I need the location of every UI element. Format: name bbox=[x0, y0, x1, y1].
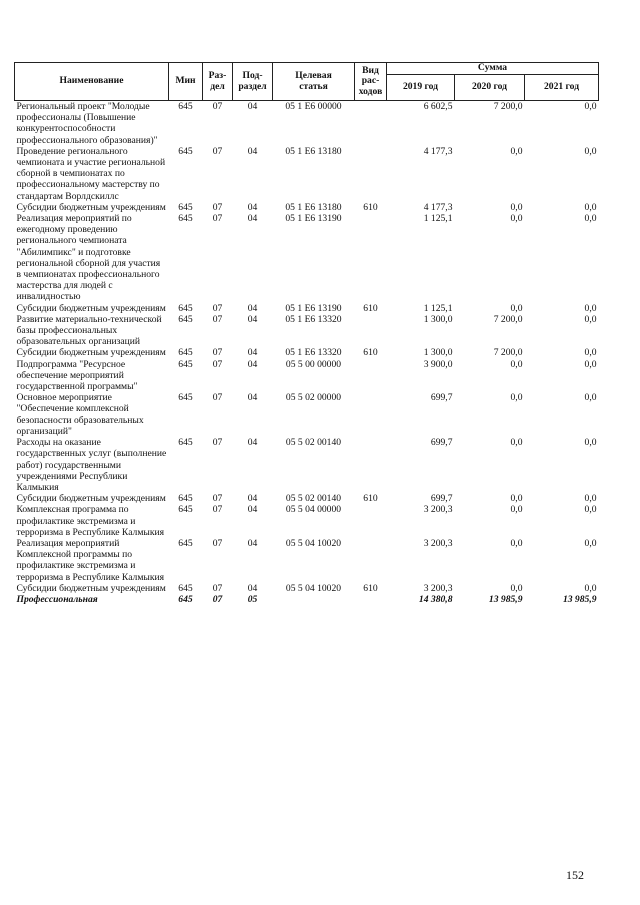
cell-vid: 610 bbox=[363, 582, 378, 594]
cell-2020: 0,0 bbox=[510, 537, 523, 549]
cell-name: Профессиональная bbox=[16, 593, 98, 605]
header-name: Наименование bbox=[15, 63, 169, 101]
cell-2019: 1 300,0 bbox=[423, 313, 453, 325]
table-row bbox=[15, 504, 599, 538]
cell-min: 645 bbox=[178, 437, 193, 449]
cell-min: 645 bbox=[178, 213, 193, 225]
cell-razdel: 07 bbox=[212, 302, 223, 314]
table-row bbox=[15, 303, 599, 314]
header-2021: 2021 год bbox=[525, 75, 599, 101]
cell-razdel: 07 bbox=[212, 101, 223, 112]
cell-2020: 0,0 bbox=[510, 358, 523, 370]
cell-min: 645 bbox=[178, 201, 193, 213]
cell-2021: 0,0 bbox=[584, 504, 597, 516]
table-row bbox=[15, 314, 599, 348]
cell-podrazdel: 04 bbox=[247, 145, 258, 157]
table-row bbox=[15, 437, 599, 493]
cell-name: Субсидии бюджетным учреждениям bbox=[16, 582, 166, 594]
cell-podrazdel: 04 bbox=[247, 437, 258, 449]
cell-name: Расходы на оказание государственных услуг (выполнение работ) государственными учреждениями Республики Калмыкия bbox=[16, 437, 167, 493]
table-row bbox=[15, 359, 599, 393]
cell-2020: 0,0 bbox=[510, 302, 523, 314]
cell-2020: 0,0 bbox=[510, 582, 523, 594]
cell-vid: 610 bbox=[363, 302, 378, 314]
cell-2021: 0,0 bbox=[584, 437, 597, 449]
table-row bbox=[15, 101, 599, 146]
cell-vid: 610 bbox=[363, 493, 378, 505]
header-2019: 2019 год bbox=[387, 75, 455, 101]
cell-razdel: 07 bbox=[212, 582, 223, 594]
cell-2019: 3 200,3 bbox=[423, 582, 453, 594]
cell-2020: 7 200,0 bbox=[493, 313, 523, 325]
cell-2020: 0,0 bbox=[510, 392, 523, 404]
cell-2021: 0,0 bbox=[584, 302, 597, 314]
cell-2021: 0,0 bbox=[584, 392, 597, 404]
cell-podrazdel: 04 bbox=[247, 358, 258, 370]
cell-celevaya: 05 1 Е6 13180 bbox=[285, 145, 342, 157]
cell-2019: 6 602,5 bbox=[423, 101, 453, 112]
cell-2019: 1 125,1 bbox=[423, 213, 453, 225]
cell-2020: 0,0 bbox=[510, 145, 523, 157]
page-number: 152 bbox=[566, 868, 584, 882]
table-row bbox=[15, 347, 599, 358]
cell-2021: 0,0 bbox=[584, 101, 597, 112]
table-row bbox=[15, 146, 599, 202]
cell-name: Подпрограмма "Ресурсное обеспечение мероприятий государственной программы" bbox=[16, 358, 138, 393]
cell-vid bbox=[355, 437, 387, 493]
cell-2019: 699,7 bbox=[430, 493, 453, 505]
cell-2019: 699,7 bbox=[430, 437, 453, 449]
cell-2019: 3 900,0 bbox=[423, 358, 453, 370]
cell-2020: 0,0 bbox=[510, 504, 523, 516]
cell-2020: 0,0 bbox=[510, 493, 523, 505]
cell-2021: 0,0 bbox=[584, 347, 597, 359]
cell-2021: 0,0 bbox=[584, 145, 597, 157]
cell-vid bbox=[355, 538, 387, 583]
cell-2019: 1 125,1 bbox=[423, 302, 453, 314]
cell-min: 645 bbox=[178, 347, 193, 359]
cell-min: 645 bbox=[178, 313, 193, 325]
cell-razdel: 07 bbox=[212, 347, 223, 359]
cell-podrazdel: 04 bbox=[247, 347, 258, 359]
cell-2021: 0,0 bbox=[584, 213, 597, 225]
cell-celevaya: 05 5 04 10020 bbox=[285, 537, 342, 549]
cell-min: 645 bbox=[178, 493, 193, 505]
cell-razdel: 07 bbox=[212, 145, 223, 157]
cell-razdel: 07 bbox=[212, 504, 223, 516]
cell-vid bbox=[355, 504, 387, 538]
cell-min: 645 bbox=[178, 504, 193, 516]
cell-razdel: 07 bbox=[212, 313, 223, 325]
cell-podrazdel: 04 bbox=[247, 302, 258, 314]
cell-name: Субсидии бюджетным учреждениям bbox=[16, 347, 166, 359]
cell-2020: 13 985,9 bbox=[488, 593, 523, 605]
cell-razdel: 07 bbox=[212, 537, 223, 549]
cell-name: Реализация мероприятий Комплексной программы по профилактике экстремизма и терроризма в Республике Калмыкия bbox=[16, 537, 165, 583]
cell-min: 645 bbox=[178, 392, 193, 404]
cell-name: Региональный проект "Молодые профессионалы (Повышение конкурентоспособности профессионального образования)" bbox=[16, 101, 158, 146]
cell-name: Субсидии бюджетным учреждениям bbox=[16, 493, 166, 505]
cell-celevaya: 05 5 02 00140 bbox=[285, 493, 342, 505]
header-podrazdel: Под- раздел bbox=[233, 63, 273, 101]
cell-razdel: 07 bbox=[212, 392, 223, 404]
cell-min: 645 bbox=[178, 145, 193, 157]
cell-name: Проведение регионального чемпионата и участие региональной сборной в чемпионатах по профессиональному мастерству по стандартам Ворлдскиллс bbox=[16, 145, 166, 202]
cell-name: Комплексная программа по профилактике экстремизма и терроризма в Республике Калмыкия bbox=[16, 504, 165, 538]
table-row bbox=[15, 493, 599, 504]
table-row bbox=[15, 538, 599, 583]
cell-celevaya: 05 1 Е6 13180 bbox=[285, 201, 342, 213]
cell-2021: 0,0 bbox=[584, 493, 597, 505]
table-row bbox=[15, 583, 599, 594]
cell-vid: 610 bbox=[363, 201, 378, 213]
cell-min: 645 bbox=[178, 101, 193, 112]
cell-name: Субсидии бюджетным учреждениям bbox=[16, 302, 166, 314]
cell-celevaya: 05 5 02 00140 bbox=[285, 437, 342, 449]
cell-celevaya: 05 5 04 10020 bbox=[285, 582, 342, 594]
cell-celevaya: 05 1 Е6 13190 bbox=[285, 302, 342, 314]
cell-2019: 4 177,3 bbox=[423, 145, 453, 157]
cell-min: 645 bbox=[178, 593, 193, 605]
cell-razdel: 07 bbox=[212, 437, 223, 449]
cell-razdel: 07 bbox=[212, 593, 223, 605]
cell-min: 645 bbox=[178, 302, 193, 314]
cell-2019: 1 300,0 bbox=[423, 347, 453, 359]
cell-2020: 0,0 bbox=[510, 213, 523, 225]
table-row bbox=[15, 594, 599, 605]
cell-podrazdel: 04 bbox=[247, 504, 258, 516]
cell-podrazdel: 04 bbox=[247, 201, 258, 213]
cell-2021: 0,0 bbox=[584, 537, 597, 549]
cell-2021: 0,0 bbox=[584, 358, 597, 370]
cell-name: Реализация мероприятий по ежегодному проведению регионального чемпионата "Абилимпикс" и подготовке региональной сборной для участия в чемпионатах профессионального мастерства для людей с инвалидностью bbox=[16, 213, 161, 303]
cell-vid: 610 bbox=[363, 347, 378, 359]
cell-vid bbox=[355, 213, 387, 303]
header-summa: Сумма bbox=[387, 63, 599, 75]
cell-celevaya: 05 1 Е6 13190 bbox=[285, 213, 342, 225]
cell-2019: 14 380,8 bbox=[418, 593, 453, 605]
cell-min: 645 bbox=[178, 358, 193, 370]
cell-podrazdel: 04 bbox=[247, 101, 258, 112]
cell-2020: 0,0 bbox=[510, 201, 523, 213]
cell-vid bbox=[355, 392, 387, 437]
cell-razdel: 07 bbox=[212, 213, 223, 225]
cell-celevaya bbox=[273, 594, 355, 605]
header-razdel: Раз- дел bbox=[203, 63, 233, 101]
cell-razdel: 07 bbox=[212, 201, 223, 213]
cell-2021: 0,0 bbox=[584, 201, 597, 213]
cell-name: Субсидии бюджетным учреждениям bbox=[16, 201, 166, 213]
cell-celevaya: 05 1 Е6 13320 bbox=[285, 347, 342, 359]
cell-podrazdel: 04 bbox=[247, 392, 258, 404]
cell-vid bbox=[355, 359, 387, 393]
cell-celevaya: 05 1 Е6 13320 bbox=[285, 313, 342, 325]
cell-2020: 7 200,0 bbox=[493, 347, 523, 359]
cell-celevaya: 05 1 Е6 00000 bbox=[285, 101, 342, 112]
cell-2021: 13 985,9 bbox=[562, 593, 597, 605]
cell-2019: 3 200,3 bbox=[423, 504, 453, 516]
cell-podrazdel: 04 bbox=[247, 582, 258, 594]
cell-2021: 0,0 bbox=[584, 313, 597, 325]
cell-podrazdel: 04 bbox=[247, 313, 258, 325]
cell-razdel: 07 bbox=[212, 493, 223, 505]
cell-vid bbox=[355, 314, 387, 348]
cell-podrazdel: 04 bbox=[247, 493, 258, 505]
header-2020: 2020 год bbox=[455, 75, 525, 101]
cell-celevaya: 05 5 02 00000 bbox=[285, 392, 342, 404]
cell-2020: 7 200,0 bbox=[493, 101, 523, 112]
cell-celevaya: 05 5 00 00000 bbox=[285, 358, 342, 370]
cell-2019: 4 177,3 bbox=[423, 201, 453, 213]
cell-vid bbox=[355, 101, 387, 146]
budget-table bbox=[14, 62, 599, 605]
cell-2020: 0,0 bbox=[510, 437, 523, 449]
header-vid: Вид рас- ходов bbox=[355, 63, 387, 101]
cell-razdel: 07 bbox=[212, 358, 223, 370]
cell-2019: 699,7 bbox=[430, 392, 453, 404]
cell-name: Основное мероприятие "Обеспечение комплексной безопасности образовательных организаций" bbox=[16, 392, 144, 437]
cell-vid bbox=[355, 594, 387, 605]
cell-celevaya: 05 5 04 00000 bbox=[285, 504, 342, 516]
cell-2021: 0,0 bbox=[584, 582, 597, 594]
cell-name: Развитие материально-технической базы профессиональных образовательных организаций bbox=[16, 313, 162, 348]
cell-podrazdel: 04 bbox=[247, 537, 258, 549]
cell-podrazdel: 04 bbox=[247, 213, 258, 225]
table-row bbox=[15, 202, 599, 213]
header-min: Мин bbox=[169, 63, 203, 101]
cell-vid bbox=[355, 146, 387, 202]
table-row bbox=[15, 392, 599, 437]
cell-podrazdel: 05 bbox=[247, 593, 258, 605]
header-celevaya: Целевая статья bbox=[273, 63, 355, 101]
cell-min: 645 bbox=[178, 582, 193, 594]
cell-2019: 3 200,3 bbox=[423, 537, 453, 549]
table-row bbox=[15, 213, 599, 303]
cell-min: 645 bbox=[178, 537, 193, 549]
